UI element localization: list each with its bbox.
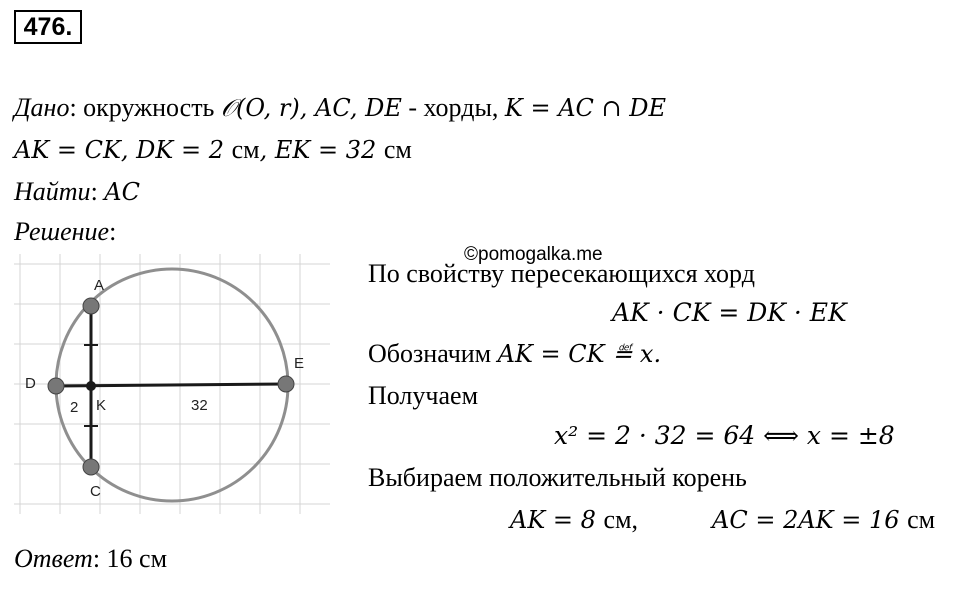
step-5: x² = 2 · 32 = 64 ⟺ x = ±8 [554, 421, 895, 450]
conditions-line [14, 134, 412, 166]
given-formula-2: K = AC ∩ DE [504, 94, 667, 122]
step-2: AK · CK = DK · EK [612, 298, 847, 327]
given-text-1: : окружность [69, 93, 221, 122]
conditions-unit-1: см [231, 135, 260, 164]
conditions-unit-2: см [383, 135, 412, 164]
step-7b [712, 504, 935, 536]
answer-line [14, 543, 167, 575]
step-3-formula: AK = CK ≝ x. [497, 340, 662, 368]
point-e [278, 376, 294, 392]
find-formula: AC [104, 178, 140, 206]
step-1: По свойству пересекающихся хорд [368, 259, 755, 288]
label-k: K [96, 397, 107, 414]
solution-line [14, 216, 116, 248]
solution-sep: : [109, 217, 117, 246]
given-label: Дано [14, 93, 70, 122]
chords-figure [14, 254, 330, 514]
find-line [14, 176, 140, 208]
label-a: A [94, 277, 105, 294]
label-e: E [294, 355, 305, 372]
label-d: D [25, 375, 36, 392]
step-4: Получаем [368, 381, 479, 410]
find-sep: : [90, 177, 105, 206]
step-7a-unit: см, [603, 505, 639, 534]
given-formula-1: 𝒪(O, r), AC, DE [220, 94, 402, 122]
answer-text: : 16 см [92, 544, 168, 573]
point-a [83, 298, 99, 314]
segment-ek-label: 32 [191, 397, 208, 414]
given-line [14, 92, 666, 124]
step-3 [368, 338, 661, 370]
step-6: Выбираем положительный корень [368, 463, 747, 492]
step-3-text: Обозначим [368, 339, 498, 368]
step-7b-formula: AC = 2AK = 16 [712, 506, 908, 534]
point-d [48, 378, 64, 394]
label-c: C [90, 483, 101, 500]
conditions-formula-2: , EK = 32 [259, 136, 384, 164]
step-7a-formula: AK = 8 [510, 506, 604, 534]
given-text-2: - хорды, [401, 93, 505, 122]
segment-dk-label: 2 [70, 399, 79, 416]
find-label: Найти [14, 177, 91, 206]
watermark: ©pomogalka.me [464, 244, 603, 265]
step-7a [510, 504, 638, 536]
answer-label: Ответ [14, 544, 93, 573]
problem-number: 476. [14, 10, 82, 44]
solution-label: Решение [14, 217, 110, 246]
conditions-formula-1: AK = CK, DK = 2 [14, 136, 232, 164]
point-c [83, 459, 99, 475]
point-k [86, 381, 96, 391]
step-7b-unit: см [907, 505, 936, 534]
